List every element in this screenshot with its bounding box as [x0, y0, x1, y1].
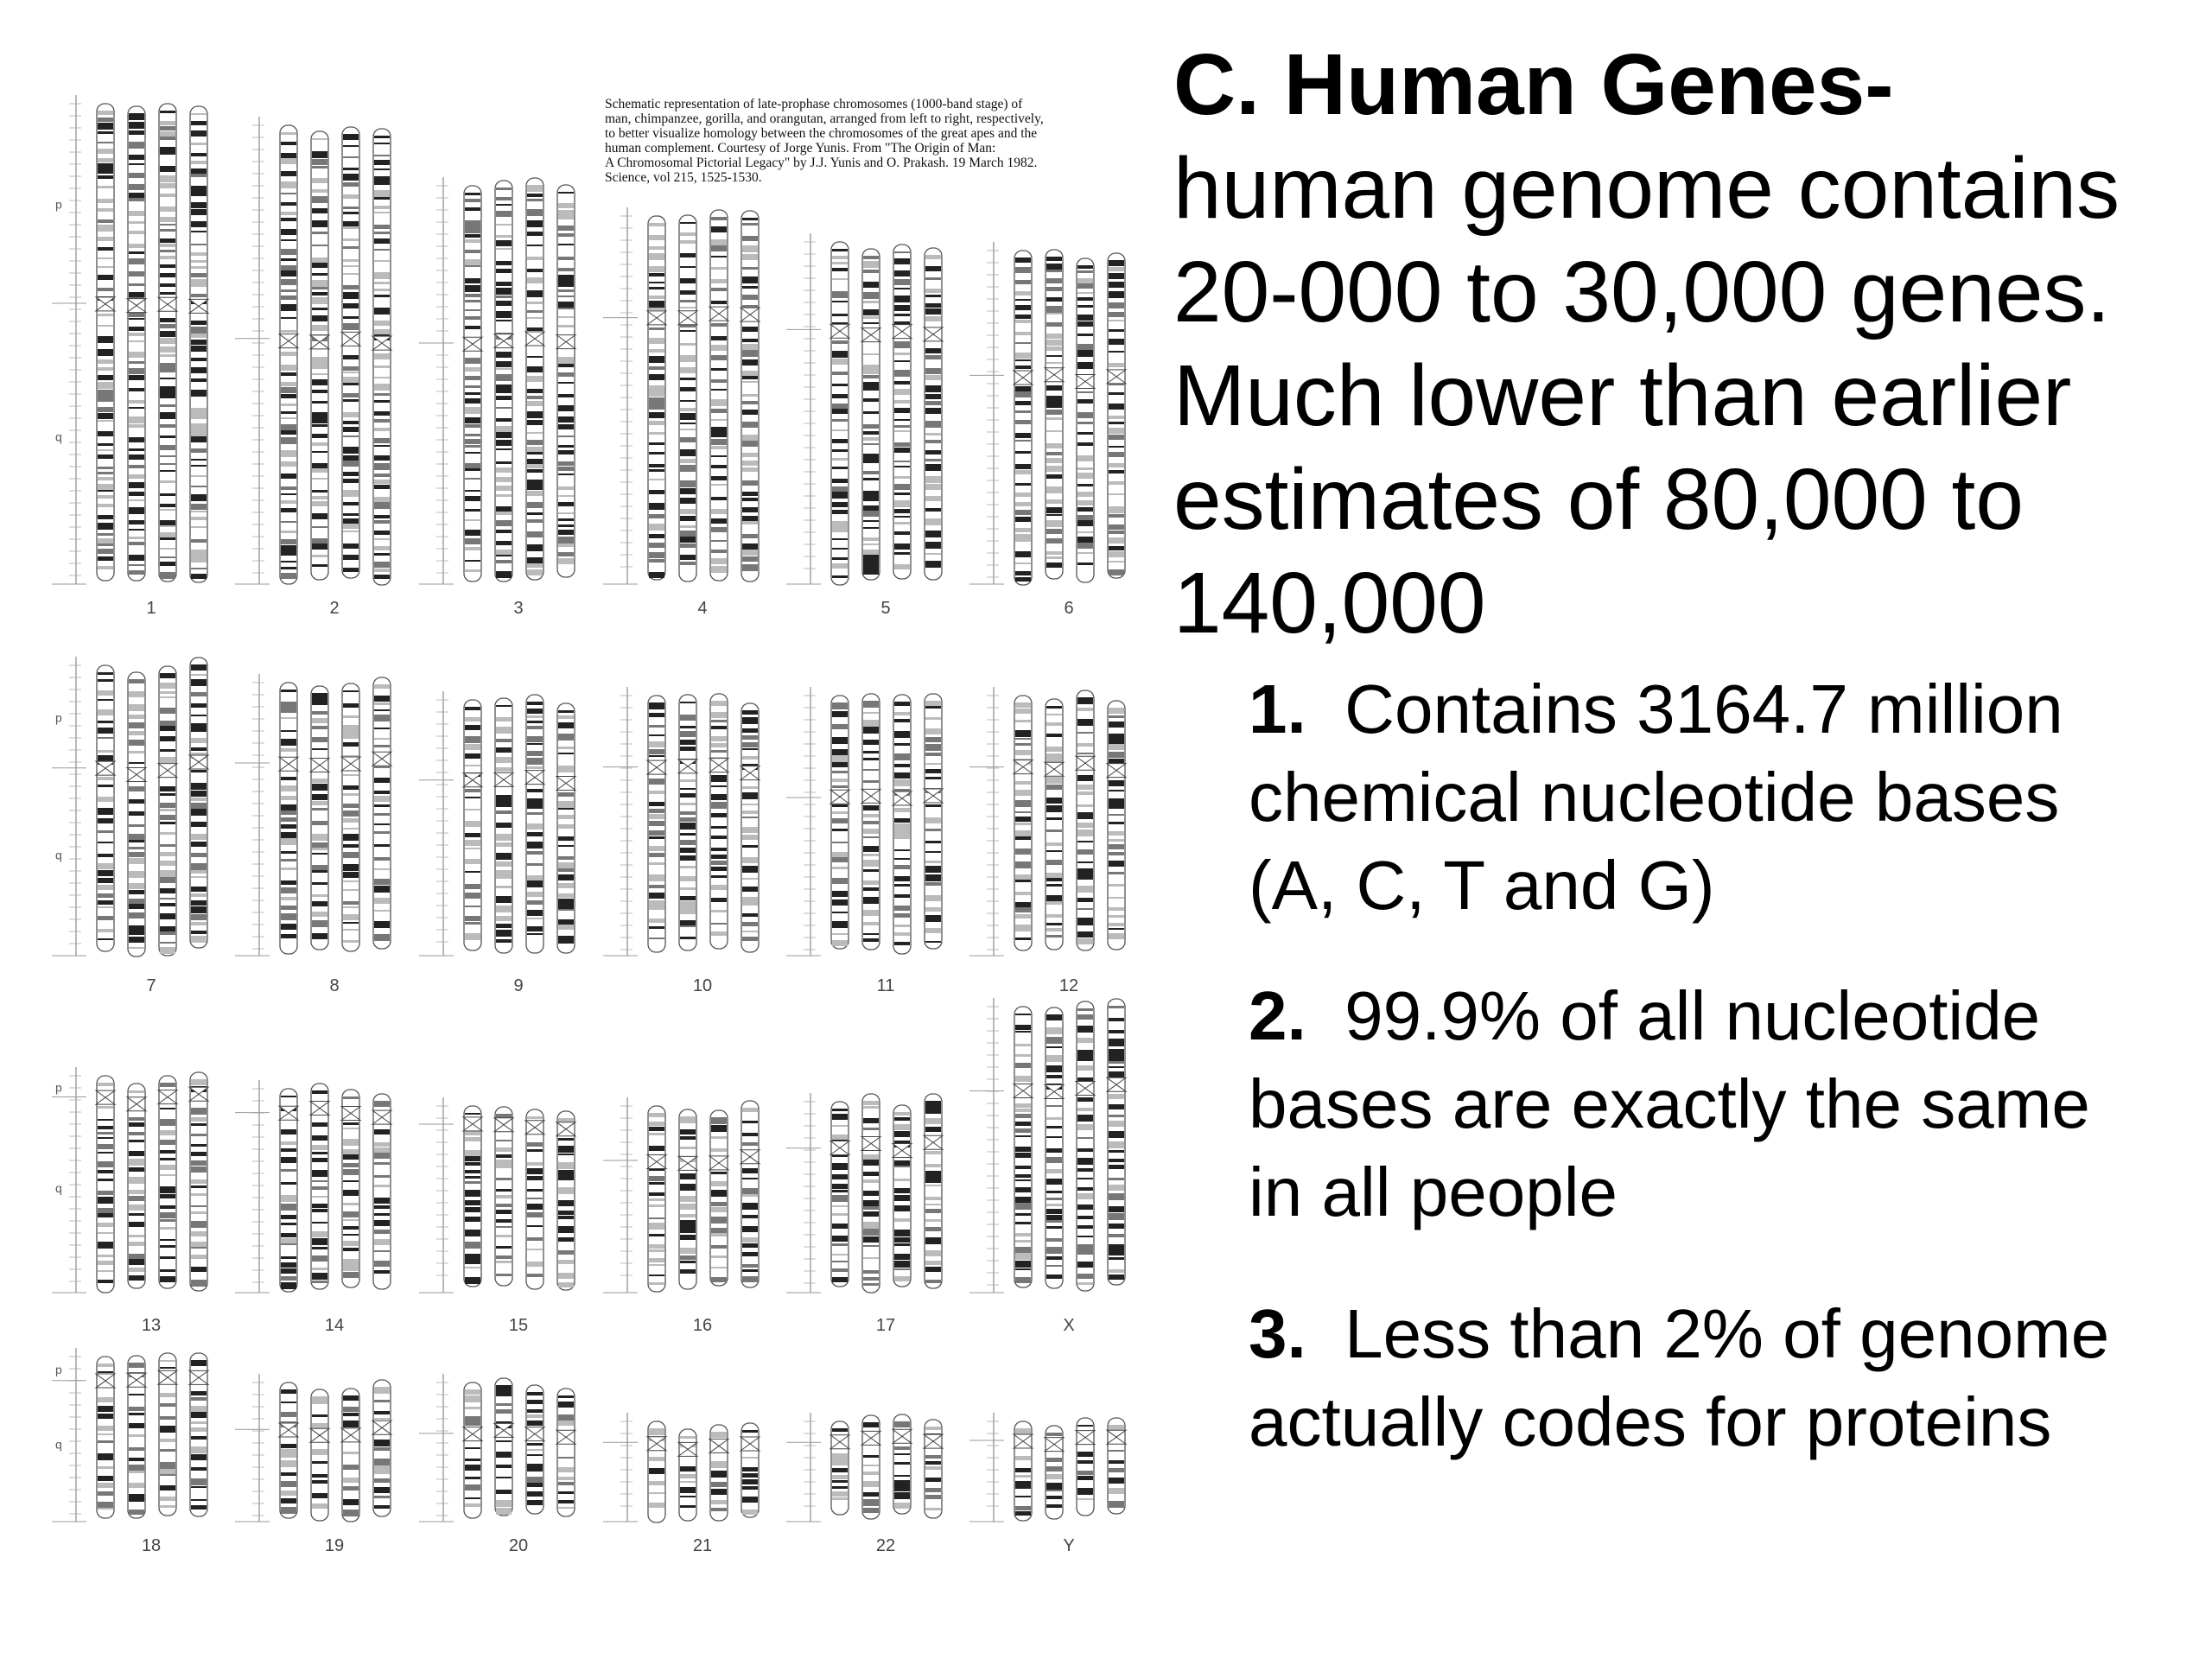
heading-line: estimates of 80,000 to — [1173, 451, 2024, 548]
chromosome-set — [52, 657, 208, 995]
chromosome-set — [235, 1374, 391, 1555]
chromosome-label: 22 — [875, 1536, 896, 1555]
chromosome-label: 4 — [697, 599, 708, 618]
caption-line: man, chimpanzee, gorilla, and orangutan, arranged from left to right, respectively, — [605, 111, 1044, 126]
chromosome-set — [603, 1413, 760, 1555]
chromosome-set — [419, 691, 575, 995]
chromosome-label: 19 — [324, 1536, 345, 1555]
chromosome-set — [786, 1413, 943, 1555]
point-number: 1. — [1249, 671, 1306, 747]
chromosome-set — [235, 674, 391, 995]
chromosome-set — [969, 687, 1126, 995]
arm-label-q: q — [55, 1180, 62, 1195]
chromosome-label: 2 — [329, 599, 340, 618]
chromosome-label: 14 — [324, 1316, 345, 1335]
chromosome-label: 12 — [1058, 976, 1079, 995]
chromosome-label: 7 — [146, 976, 156, 995]
caption-line: human complement. Courtesy of Jorge Yunis. From "The Origin of Man: — [605, 141, 996, 156]
arm-label-q: q — [55, 848, 62, 862]
chromosome-set — [603, 207, 760, 618]
point-line: actually codes for proteins — [1249, 1383, 2052, 1460]
chromosome-label: 20 — [508, 1536, 529, 1555]
chromosome-label: Y — [1063, 1536, 1075, 1555]
point-line: in all people — [1249, 1154, 1618, 1230]
slide-heading — [1173, 33, 2193, 655]
chromosome-set — [603, 1097, 760, 1335]
chromosome-label: 3 — [513, 599, 524, 618]
figure-caption — [605, 97, 1123, 185]
heading-line: 140,000 — [1173, 555, 1486, 652]
caption-line: Schematic representation of late-prophase chromosomes (1000-band stage) of — [605, 97, 1023, 111]
chromosome-label: X — [1063, 1316, 1075, 1335]
chromosome-label: 15 — [508, 1316, 529, 1335]
chromosome-set — [52, 1067, 208, 1335]
arm-label-p: p — [55, 1080, 62, 1095]
chromosome-label: 5 — [880, 599, 891, 618]
point-3 — [1249, 1290, 2199, 1466]
chromosome-karyotype-figure — [35, 78, 1158, 1581]
chromosome-set — [235, 117, 391, 618]
chromosome-label: 13 — [141, 1316, 162, 1335]
chromosome-set — [603, 687, 760, 995]
heading-line: human genome contains — [1173, 140, 2120, 237]
chromosome-label: 16 — [692, 1316, 713, 1335]
chromosome-set — [419, 1374, 575, 1555]
chromosome-set — [969, 242, 1126, 618]
chromosome-set — [786, 233, 943, 618]
chromosome-set — [52, 95, 208, 618]
arm-label-q: q — [55, 429, 62, 444]
arm-label-p: p — [55, 197, 62, 212]
chromosome-set — [969, 1413, 1126, 1555]
point-line: chemical nucleotide bases — [1249, 759, 2060, 836]
arm-label-p: p — [55, 1362, 62, 1376]
point-number: 3. — [1249, 1295, 1306, 1372]
point-line: Less than 2% of genome — [1344, 1295, 2110, 1372]
chromosome-set — [786, 1093, 943, 1335]
chromosome-set — [786, 687, 943, 995]
chromosome-label: 9 — [513, 976, 524, 995]
point-1 — [1249, 665, 2199, 930]
chromosome-set — [419, 1097, 575, 1335]
chromosome-label: 18 — [141, 1536, 162, 1555]
chromosome-label: 11 — [876, 976, 895, 995]
point-line: 99.9% of all nucleotide — [1344, 977, 2041, 1054]
heading-line: Much lower than earlier — [1173, 347, 2072, 444]
chromosome-label: 21 — [692, 1536, 713, 1555]
caption-line: A Chromosomal Pictorial Legacy" by J.J. Yunis and O. Prakash. 19 March 1982. — [605, 156, 1038, 170]
caption-line: Science, vol 215, 1525-1530. — [605, 170, 762, 185]
chromosome-set — [52, 1348, 208, 1555]
point-2 — [1249, 972, 2199, 1236]
point-line: Contains 3164.7 million — [1344, 671, 2063, 747]
chromosome-label: 1 — [146, 599, 156, 618]
arm-label-q: q — [55, 1437, 62, 1452]
point-line: (A, C, T and G) — [1249, 847, 1715, 924]
heading-line: 20-000 to 30,000 genes. — [1173, 244, 2111, 340]
point-line: bases are exactly the same — [1249, 1065, 2090, 1142]
point-number: 2. — [1249, 977, 1306, 1054]
chromosome-label: 10 — [692, 976, 713, 995]
heading-title: C. Human Genes- — [1173, 36, 1894, 133]
chromosome-label: 6 — [1064, 599, 1074, 618]
caption-line: to better visualize homology between the chromosomes of the great apes and the — [605, 126, 1038, 141]
arm-label-p: p — [55, 710, 62, 725]
chromosome-label: 17 — [875, 1316, 896, 1335]
chromosome-label: 8 — [329, 976, 340, 995]
chromosome-set — [419, 177, 575, 618]
chromosome-set — [235, 1080, 391, 1335]
chromosome-set — [969, 998, 1126, 1335]
